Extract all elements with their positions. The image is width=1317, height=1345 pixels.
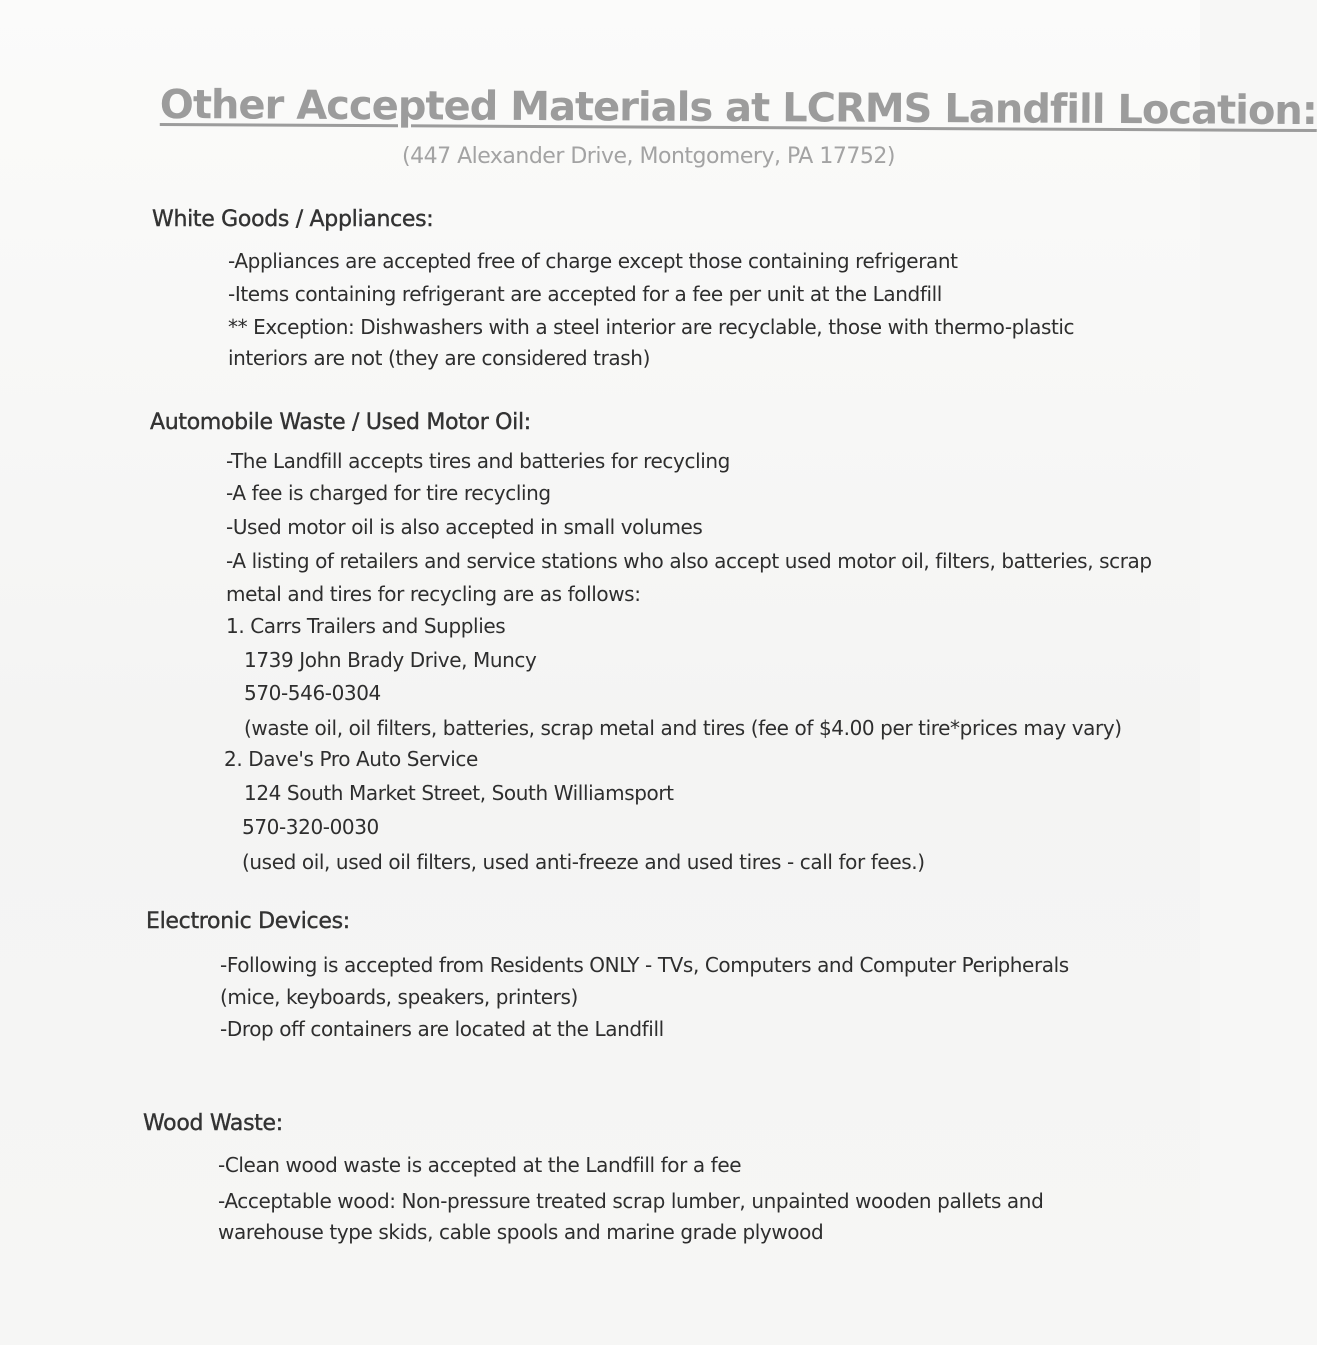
retailer-phone: 570-546-0304 [244, 681, 381, 705]
section-line: -The Landfill accepts tires and batteries for recycling [226, 449, 730, 473]
section-electronic-devices [146, 909, 350, 934]
section-line: -Acceptable wood: Non-pressure treated scrap lumber, unpainted wooden pallets and [218, 1189, 1044, 1213]
page-title: Other Accepted Materials at LCRMS Landfill Location: [159, 82, 1317, 135]
section-heading: Electronic Devices: [146, 909, 350, 934]
retailer-details: (waste oil, oil filters, batteries, scrap metal and tires (fee of $4.00 per tire*prices may vary) [244, 716, 1122, 740]
section-heading: White Goods / Appliances: [152, 207, 434, 232]
retailer-details: (used oil, used oil filters, used anti-freeze and used tires - call for fees.) [242, 850, 925, 874]
section-line: -A fee is charged for tire recycling [226, 481, 551, 505]
section-line: -Drop off containers are located at the Landfill [220, 1017, 664, 1041]
section-line: -Used motor oil is also accepted in small volumes [226, 515, 703, 539]
retailer-address: 124 South Market Street, South Williamsport [244, 781, 674, 805]
section-heading: Wood Waste: [143, 1111, 283, 1136]
section-line: warehouse type skids, cable spools and marine grade plywood [218, 1220, 824, 1244]
section-line: -Following is accepted from Residents ONLY - TVs, Computers and Computer Peripherals [220, 953, 1069, 977]
landfill-address: (447 Alexander Drive, Montgomery, PA 17752) [402, 144, 895, 169]
section-line: metal and tires for recycling are as follows: [226, 582, 641, 606]
retailer-name: 1. Carrs Trailers and Supplies [226, 614, 506, 638]
retailer-name: 2. Dave's Pro Auto Service [224, 747, 478, 771]
section-wood-waste [143, 1111, 283, 1136]
section-line: (mice, keyboards, speakers, printers) [220, 985, 578, 1009]
section-line: interiors are not (they are considered trash) [228, 346, 650, 370]
section-line: -Appliances are accepted free of charge except those containing refrigerant [228, 249, 958, 273]
retailer-phone: 570-320-0030 [242, 815, 379, 839]
section-line: -Clean wood waste is accepted at the Landfill for a fee [218, 1153, 742, 1177]
section-line: ** Exception: Dishwashers with a steel interior are recyclable, those with thermo-plastic [228, 315, 1075, 339]
section-line: -Items containing refrigerant are accepted for a fee per unit at the Landfill [228, 282, 942, 306]
section-white-goods [152, 207, 433, 232]
section-heading: Automobile Waste / Used Motor Oil: [150, 410, 531, 435]
retailer-address: 1739 John Brady Drive, Muncy [244, 648, 537, 672]
section-automobile-waste [150, 410, 531, 435]
section-line: -A listing of retailers and service stations who also accept used motor oil, filters, batteries, scrap [226, 549, 1152, 573]
